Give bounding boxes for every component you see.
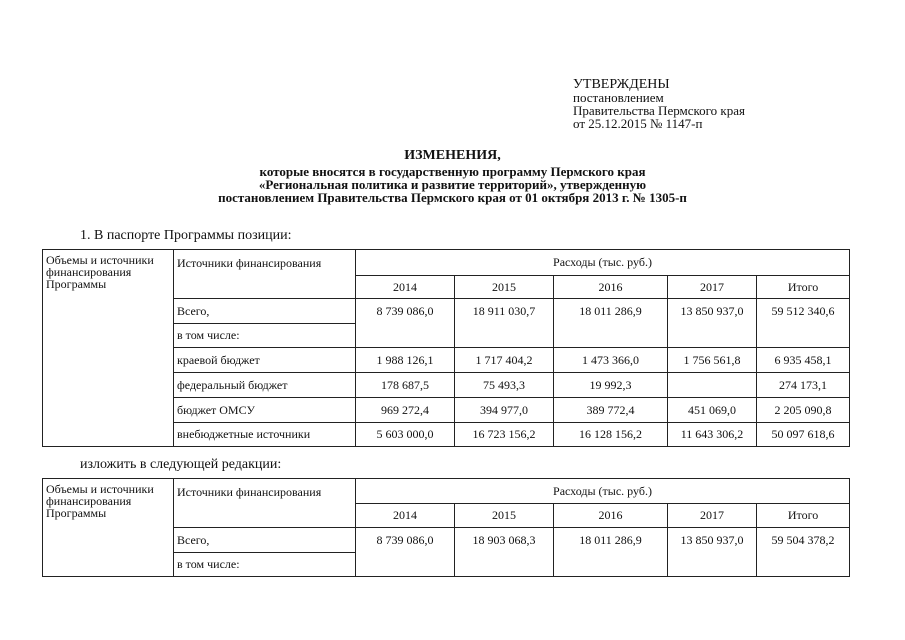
year-header: 2017 [668, 504, 757, 528]
value-cell: 178 687,5 [356, 373, 455, 398]
value-cell [668, 373, 757, 398]
value-cell: 16 128 156,2 [554, 423, 668, 447]
value-cell: 6 935 458,1 [757, 348, 850, 373]
total-header: Итого [757, 276, 850, 299]
row-label-line: финансирования [46, 494, 132, 508]
year-header: 2014 [356, 276, 455, 299]
value-cell: 18 011 286,9 [554, 528, 668, 577]
subtitle-line: которые вносятся в государственную программу Пермского края [259, 164, 646, 179]
document-title: ИЗМЕНЕНИЯ, [404, 148, 501, 163]
value-cell: 59 512 340,6 [757, 299, 850, 348]
approval-line: постановлением [573, 90, 664, 105]
paragraph-passport: 1. В паспорте Программы позиции: [80, 228, 292, 243]
value-cell: 969 272,4 [356, 398, 455, 423]
approval-block [573, 78, 745, 130]
value-cell: 18 011 286,9 [554, 299, 668, 348]
value-cell: 274 173,1 [757, 373, 850, 398]
value-cell: 59 504 378,2 [757, 528, 850, 577]
value-cell: 1 756 561,8 [668, 348, 757, 373]
sources-header: Источники финансирования [174, 250, 356, 299]
source-label: федеральный бюджет [174, 373, 356, 398]
approval-title: УТВЕРЖДЕНЫ [573, 77, 670, 92]
value-cell: 1 473 366,0 [554, 348, 668, 373]
financing-table-old [42, 249, 850, 447]
value-cell: 1 988 126,1 [356, 348, 455, 373]
value-cell: 50 097 618,6 [757, 423, 850, 447]
value-cell: 389 772,4 [554, 398, 668, 423]
row-label-line: Программы [46, 506, 107, 520]
source-label: Всего, [174, 299, 356, 324]
value-cell: 13 850 937,0 [668, 528, 757, 577]
row-label-cell [43, 479, 174, 577]
source-label: Всего, [174, 528, 356, 553]
document-subtitle [0, 165, 905, 204]
source-label: в том числе: [174, 553, 356, 577]
financing-table-new [42, 478, 850, 577]
expenses-header: Расходы (тыс. руб.) [356, 250, 850, 276]
row-label-line: Объемы и источники [46, 253, 154, 267]
value-cell: 8 739 086,0 [356, 528, 455, 577]
year-header: 2015 [455, 504, 554, 528]
row-label-line: финансирования [46, 265, 132, 279]
year-header: 2016 [554, 504, 668, 528]
subtitle-line: «Региональная политика и развитие территорий», утвержденную [258, 177, 647, 192]
year-header: 2017 [668, 276, 757, 299]
paragraph-revision: изложить в следующей редакции: [80, 457, 282, 472]
approval-line: Правительства Пермского края [573, 103, 745, 118]
value-cell: 13 850 937,0 [668, 299, 757, 348]
row-label-line: Объемы и источники [46, 482, 154, 496]
subtitle-line: постановлением Правительства Пермского края от 01 октября 2013 г. № 1305-п [218, 190, 687, 205]
value-cell: 18 911 030,7 [455, 299, 554, 348]
sources-header: Источники финансирования [174, 479, 356, 528]
source-label: внебюджетные источники [174, 423, 356, 447]
year-header: 2014 [356, 504, 455, 528]
row-label-line: Программы [46, 277, 107, 291]
row-label-cell [43, 250, 174, 447]
approval-date: от 25.12.2015 № 1147-п [573, 116, 703, 131]
value-cell: 11 643 306,2 [668, 423, 757, 447]
year-header: 2015 [455, 276, 554, 299]
year-header: 2016 [554, 276, 668, 299]
value-cell: 1 717 404,2 [455, 348, 554, 373]
total-header: Итого [757, 504, 850, 528]
source-label: в том числе: [174, 324, 356, 348]
value-cell: 394 977,0 [455, 398, 554, 423]
source-label: бюджет ОМСУ [174, 398, 356, 423]
value-cell: 75 493,3 [455, 373, 554, 398]
value-cell: 5 603 000,0 [356, 423, 455, 447]
value-cell: 2 205 090,8 [757, 398, 850, 423]
expenses-header: Расходы (тыс. руб.) [356, 479, 850, 504]
value-cell: 16 723 156,2 [455, 423, 554, 447]
value-cell: 8 739 086,0 [356, 299, 455, 348]
value-cell: 19 992,3 [554, 373, 668, 398]
value-cell: 18 903 068,3 [455, 528, 554, 577]
value-cell: 451 069,0 [668, 398, 757, 423]
source-label: краевой бюджет [174, 348, 356, 373]
